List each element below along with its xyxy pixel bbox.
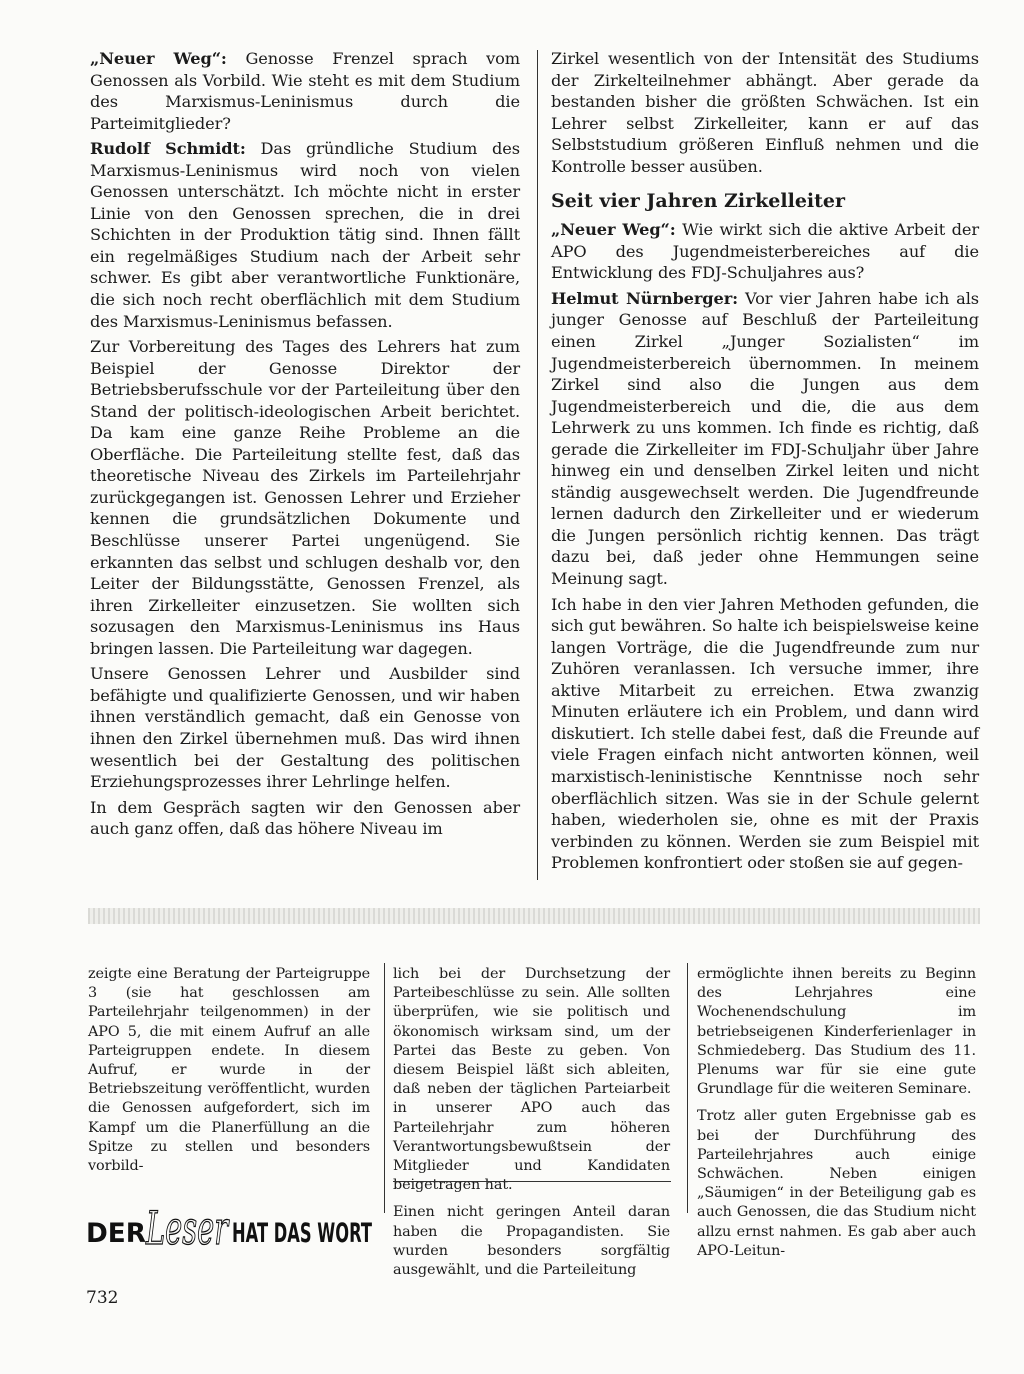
paragraph-text: Genosse Frenzel sprach vom Genossen als Vorbild. Wie steht es mit dem Studium des Marxismus-Leninismus durch die Parteimitglieder? (90, 49, 521, 133)
speaker-label: Rudolf Schmidt: (90, 139, 246, 159)
interview-paragraph (90, 797, 520, 840)
logo-hat-das-wort: HAT DAS WORT (232, 1218, 373, 1249)
interview-paragraph (551, 594, 979, 874)
paragraph-text: Das gründliche Studium des Marxismus-Leninismus wird noch von vielen Genossen unterschätzt. Ich möchte nicht in erster Linie von den Genossen sprechen, die in drei Schichten in der Produktion tätig sind. Ihnen fällt ein regelmäßiges Studium nach der Arbeit sehr schwer. Es gibt aber verantwortliche Funktionäre, die sich noch recht oberflächlich mit dem Studium des Marxismus-Leninismus befassen. (90, 139, 520, 331)
letter-paragraph: lich bei der Durchsetzung der Parteibeschlüsse zu sein. Alle sollten überprüfen, wie sie politisch und ökonomisch wirksam sind, um der Partei das Beste zu geben. Von diesem Beispiel läßt sich ableiten, daß neben der täglichen Parteiarbeit in unserer APO auch das Parteilehrjahr zum höheren Verantwortungsbewußtsein der Mitglieder und Kandidaten beigetragen hat. (393, 966, 670, 1194)
logo-der: DER (86, 1218, 147, 1249)
interview-paragraph (90, 336, 520, 659)
bottom-column-3 (697, 965, 976, 1269)
paragraph-text: Vor vier Jahren habe ich als junger Genosse auf Beschluß der Parteileitung einen Zirkel „Junger Sozialisten“ im Jugendmeisterbereich übernommen. In meinem Zirkel sind also die Jungen aus dem Jugendmeisterbereich und die, die aus dem Lehrwerk zu uns kommen. Ich finde es richtig, daß gerade die Zirkelleiter im FDJ-Schuljahr über Jahre hinweg ein und denselben Zirkel leiten und nicht ständig ausgewechselt werden. Die Jugendfreunde lernen dadurch den Zirkelleiter und er wiederum die Jungen persönlich richtig kennen. Das trägt dazu bei, daß jeder ohne Hemmungen seine Meinung sagt. (551, 288, 979, 589)
top-right-column (551, 48, 979, 878)
column-bottom-rule (393, 1181, 671, 1182)
paragraph-text: Wie wirkt sich die aktive Arbeit der APO des Jugendmeisterbereiches auf die Entwicklung des FDJ-Schuljahres aus? (551, 220, 979, 283)
interview-paragraph (90, 663, 520, 792)
interview-paragraph (90, 138, 520, 332)
paragraph-text: Unsere Genossen Lehrer und Ausbilder sind befähigte und qualifizierte Genossen, und wir haben ihnen verständlich gemacht, daß ein Genosse von ihnen den Zirkel übernehmen muß. Das wird ihnen wesentlich bei der Gestaltung des politischen Erziehungsprozesses ihrer Lehrlinge helfen. (90, 664, 520, 792)
paragraph-text: In dem Gespräch sagten wir den Genossen aber auch ganz offen, daß das höhere Niveau im (90, 797, 520, 839)
column-divider (537, 50, 538, 880)
column-divider (384, 963, 385, 1213)
letter-paragraph: Einen nicht geringen Anteil daran haben die Propagandisten. Sie wurden besonders sorgfältig ausgewählt, und die Parteileitung (393, 1204, 670, 1279)
interview-paragraph (551, 219, 979, 284)
speaker-label: „Neuer Weg“: (551, 220, 676, 240)
letter-paragraph: zeigte eine Beratung der Parteigruppe 3 (sie hat geschlossen am Parteilehrjahr teilgenommen) in der APO 5, die mit einem Aufruf an alle Parteigruppen endete. In diesem Aufruf, er wurde in der Betriebszeitung veröffentlicht, wurden die Genossen aufgefordert, sich im Kampf um die Planerfüllung an die Spitze zu stellen und besonders vorbild- (88, 966, 370, 1175)
column-divider (687, 963, 688, 1213)
bottom-column-1 (88, 965, 370, 1184)
paragraph-text: Zur Vorbereitung des Tages des Lehrers hat zum Beispiel der Genosse Direktor der Betriebsberufsschule vor der Parteileitung über den Stand der politisch-ideologischen Arbeit berichtet. Da kam eine ganze Reihe Probleme an die Oberfläche. Die Parteileitung stellte fest, daß das theoretische Niveau des Zirkels im Parteilehrjahr zurückgegangen ist. Genossen Lehrer und Erzieher kennen die grundsätzlichen Dokumente und Beschlüsse unserer Partei ungenügend. Sie erkannten das selbst und schlugen deshalb vor, den Leiter der Bildungsstätte, Genossen Frenzel, als ihren Zirkelleiter einzusetzen. Sie wollten sich sozusagen den Marxismus-Leninismus ins Haus bringen lassen. Die Parteileitung war dagegen. (90, 337, 520, 658)
section-heading: Seit vier Jahren Zirkelleiter (551, 190, 845, 213)
interview-paragraph (551, 288, 979, 590)
letter-paragraph: ermöglichte ihnen bereits zu Beginn des Lehrjahres eine Wochenendschulung im betriebseigenen Kinderferienlager in Schmiedeberg. Das Studium des 11. Plenums war für sie eine gute Grundlage für die weiteren Seminare. (697, 966, 976, 1098)
speaker-label: Helmut Nürnberger: (551, 288, 739, 308)
interview-paragraph (90, 48, 520, 134)
top-left-column (90, 48, 520, 844)
logo-script: Leser (145, 1201, 230, 1255)
section-separator-band (88, 908, 980, 924)
paragraph-text: Ich habe in den vier Jahren Methoden gefunden, die sich gut bewähren. So halte ich beispielsweise keine langen Vorträge, die die Jugendfreunde zum nur Zuhören veranlassen. Ich versuche immer, ihre aktive Mitarbeit zu erreichen. Etwa zwanzig Minuten erläutere ich ein Problem, und dann wird diskutiert. Ich stelle dabei fest, daß die Freunde auf viele Fragen einfach nicht antworten können, weil marxistisch-leninistische Kenntnisse noch sehr oberflächlich sitzen. Was sie in der Schule gelernt haben, wiederholen sie, ohne es mit der Praxis verbinden zu können. Werden sie zum Beispiel mit Problemen konfrontiert oder stoßen sie auf gegen- (551, 594, 979, 873)
continued-paragraph: Zirkel wesentlich von der Intensität des Studiums der Zirkelteilnehmer abhängt. Aber gerade da bestanden bisher die größten Schwächen. Ist ein Lehrer selbst Zirkelleiter, kann er auf das Selbststudium größeren Einfluß nehmen und die Kontrolle besser ausüben. (551, 49, 979, 176)
der-leser-hat-das-wort-logo (86, 1198, 376, 1256)
letter-paragraph: Trotz aller guten Ergebnisse gab es bei der Durchführung des Parteilehrjahres auch einige Schwächen. Neben einigen „Säumigen“ in der Beteiligung gab es auch Genossen, die das Studium nicht allzu ernst nahmen. Es gab aber auch APO-Leitun- (697, 1108, 976, 1259)
speaker-label: „Neuer Weg“: (90, 49, 227, 68)
page-number: 732 (86, 1288, 119, 1308)
bottom-column-2 (393, 965, 670, 1288)
